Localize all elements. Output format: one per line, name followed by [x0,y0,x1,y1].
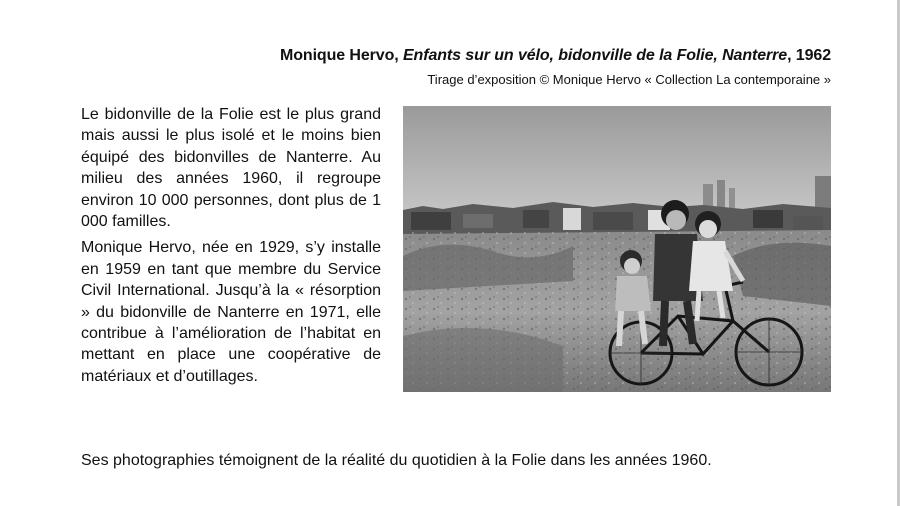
text-column [81,104,381,392]
photo-author: Monique Hervo, [280,47,403,64]
photograph-children-on-bicycle [403,106,831,392]
photo-title [280,47,831,65]
paragraph-history: Le bidonville de la Folie est le plus grand mais aussi le plus isolé et le moins bien équipé des bidonvilles de Nanterre. Au milieu des années 1960, il regroupe environ 10 000 personnes, dont plus de 1 000 familles. [81,106,381,231]
photo-credit: Tirage d’exposition © Monique Hervo « Collection La contemporaine » [427,72,831,87]
closing-sentence: Ses photographies témoignent de la réalité du quotidien à la Folie dans les années 1960. [81,452,712,469]
photo-year: , 1962 [787,47,831,64]
paragraph-biography: Monique Hervo, née en 1929, s’y installe en 1959 en tant que membre du Service Civil International. Jusqu’à la « résorption » du bidonville de Nanterre en 1971, elle contribue à l’amélioration de l’habitat en mettant en place une coopérative de matériaux et d’outillages. [81,239,381,385]
photo-work-title: Enfants sur un vélo, bidonville de la Folie, Nanterre [402,47,788,64]
